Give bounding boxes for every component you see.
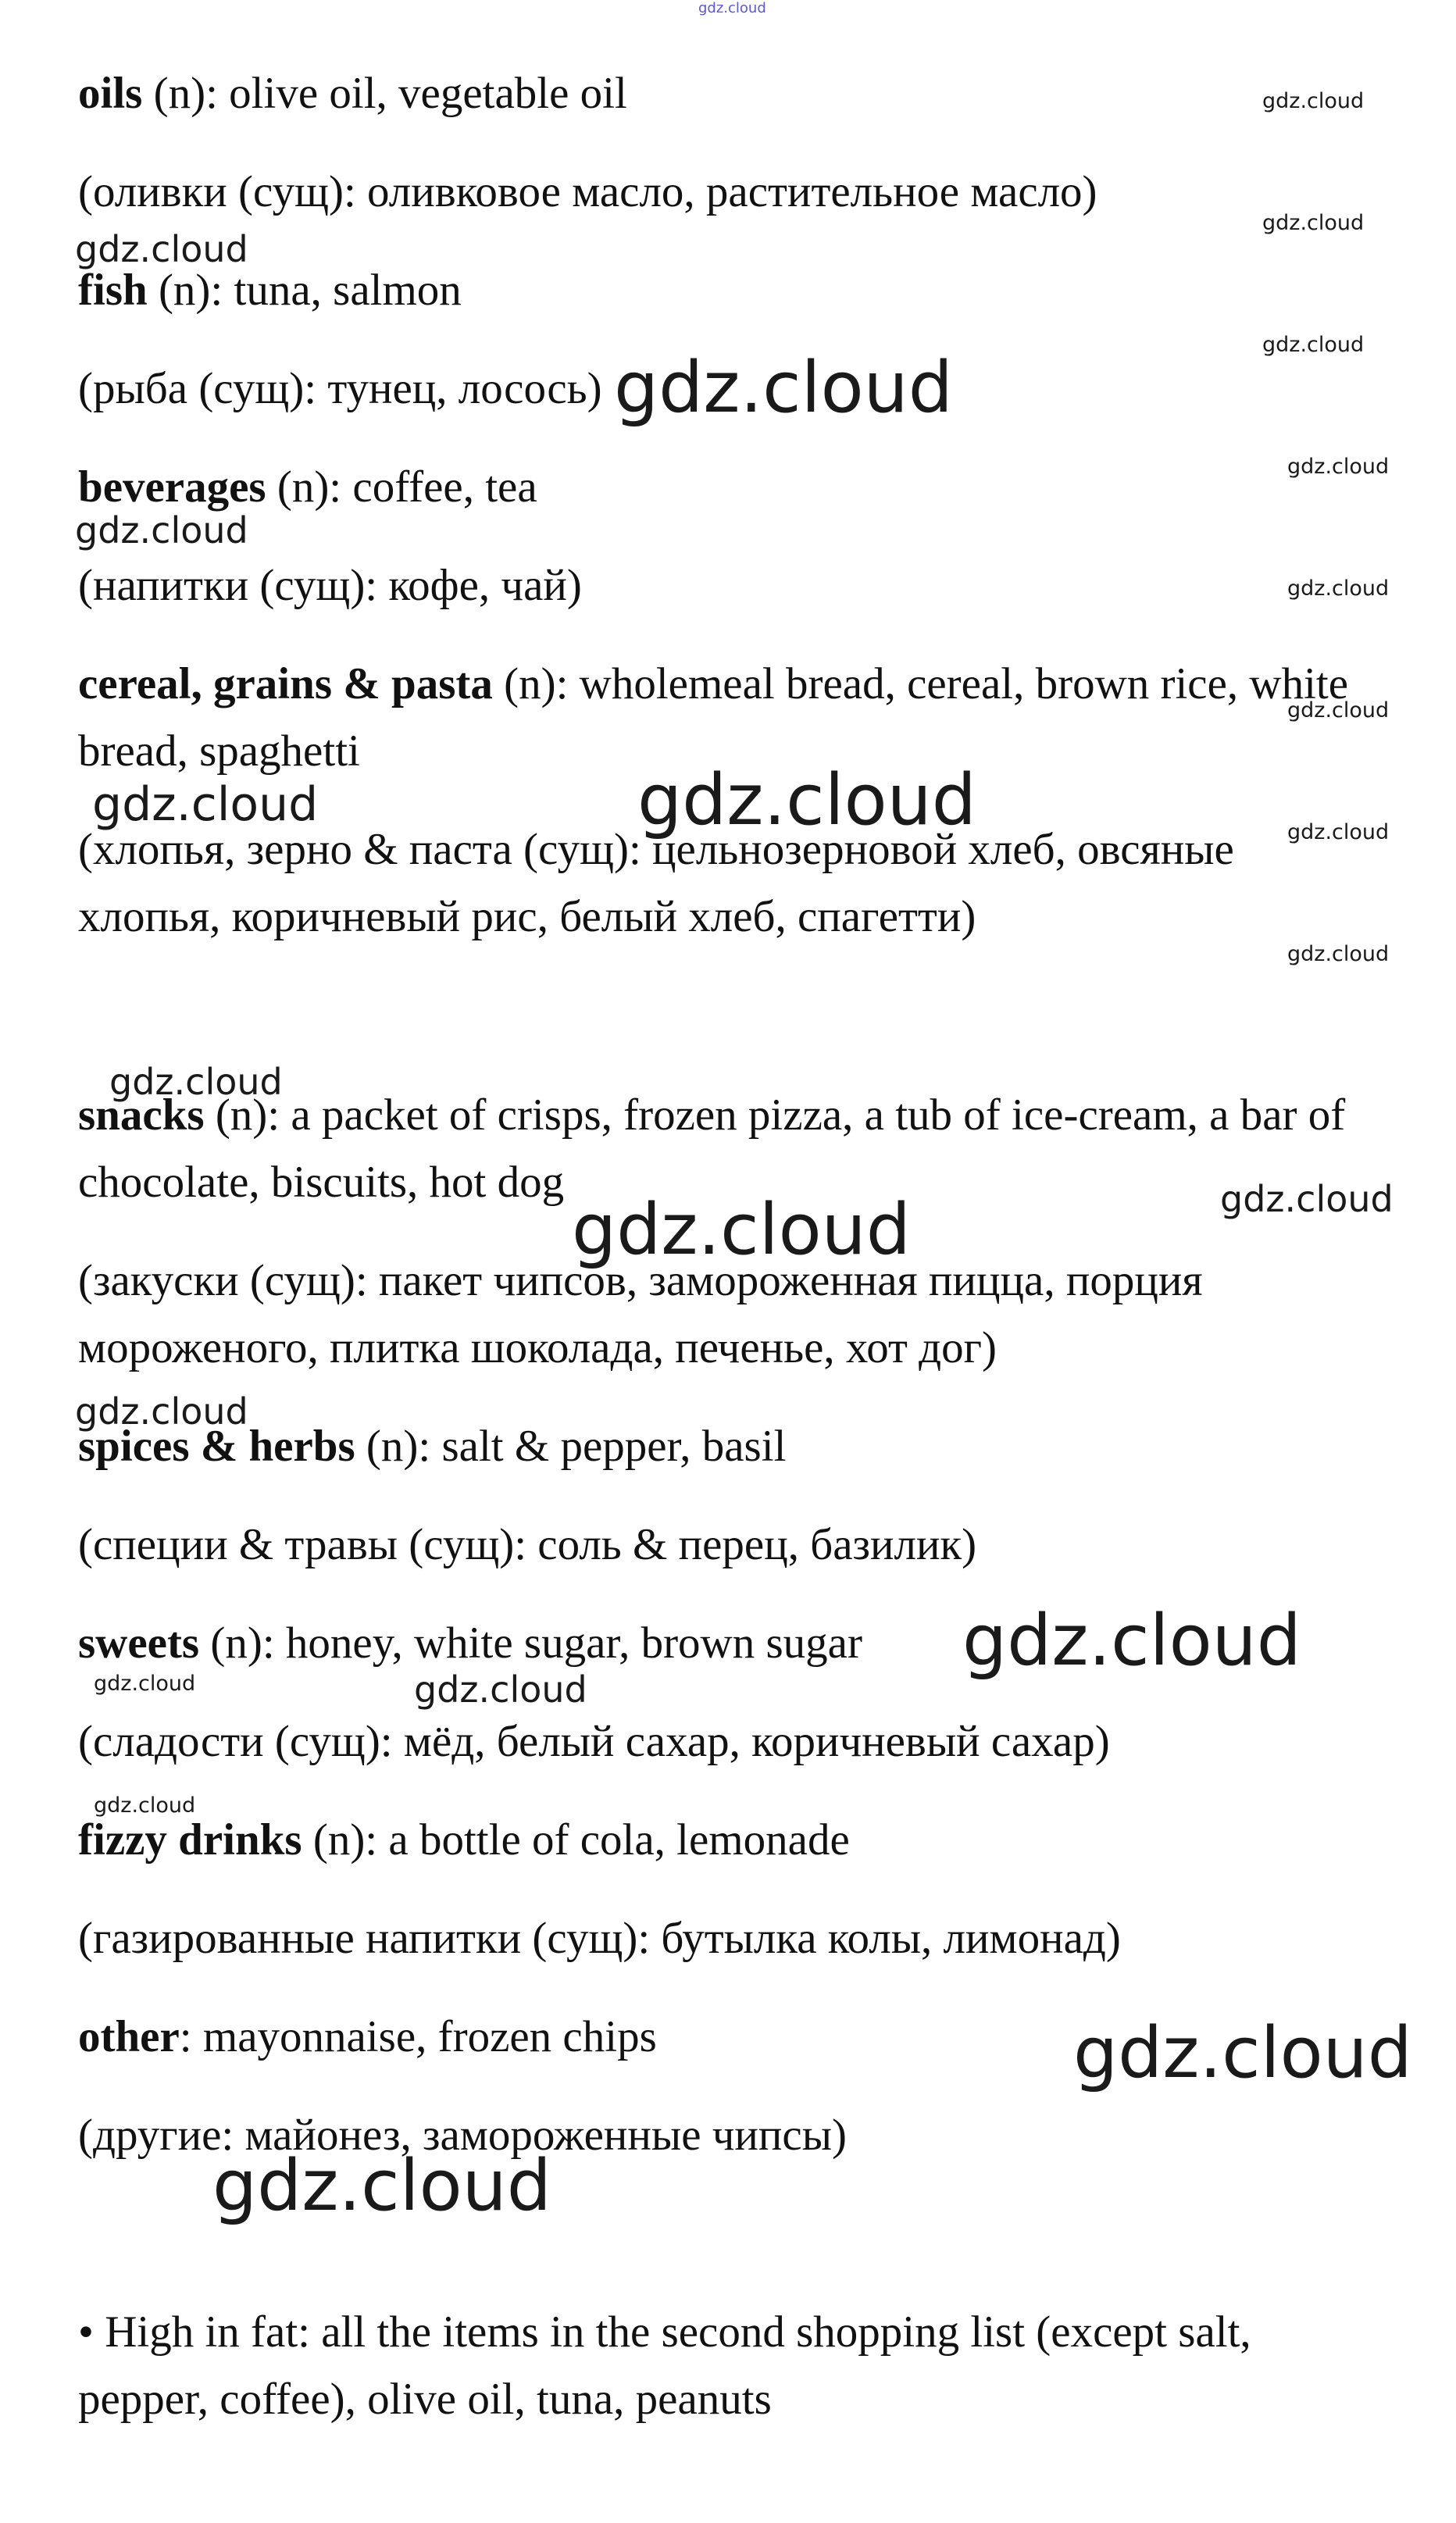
entry-definition: (n): a bottle of cola, lemonade [302,1815,850,1865]
entry-term: other [78,2012,180,2061]
watermark: gdz.cloud [637,759,976,841]
entry-term: fizzy drinks [78,1815,302,1865]
entry-translation: (закуски (сущ): пакет чипсов, замороженная пицца, порция [78,1256,1203,1305]
entry-translation: (специи & травы (сущ): соль & перец, базилик) [78,1520,977,1569]
entry-term: fish [78,266,148,315]
entry-translation: (хлопья, зерно & паста (сущ): цельнозерновой хлеб, овсяные [78,825,1234,874]
watermark: gdz.cloud [1262,89,1365,113]
watermark: gdz.cloud [1287,455,1390,479]
watermark: gdz.cloud [414,1668,587,1711]
watermark: gdz.cloud [1262,211,1365,235]
entry-fizzy-drinks [78,1815,850,1865]
watermark: gdz.cloud [1220,1178,1394,1220]
entry-definition: (n): tuna, salmon [147,266,462,315]
entry-translation: (рыба (сущ): тунец, лосось) [78,364,602,413]
note-line: pepper, coffee), olive oil, tuna, peanuts [78,2375,772,2424]
entry-translation: (газированные напитки (сущ): бутылка колы, лимонад) [78,1914,1121,1963]
watermark: gdz.cloud [1287,942,1390,966]
watermark: gdz.cloud [1287,576,1390,601]
entry-definition: (n): wholemeal bread, cereal, brown rice, white [492,659,1349,708]
entry-term: snacks [78,1090,205,1140]
entry-definition: (n): honey, white sugar, brown sugar [199,1618,862,1668]
entry-oils [78,69,627,119]
entry-term: cereal, grains & pasta [78,659,493,708]
watermark: gdz.cloud [572,1189,911,1271]
entry-definition: (n): olive oil, vegetable oil [142,69,627,118]
entry-definition-cont: chocolate, biscuits, hot dog [78,1158,565,1207]
watermark: gdz.cloud [962,1600,1301,1682]
entry-term: spices & herbs [78,1422,355,1471]
entry-translation: (другие: майонез, замороженные чипсы) [78,2111,848,2160]
entry-term: beverages [78,462,266,512]
watermark: gdz.cloud [212,2145,551,2227]
watermark: gdz.cloud [94,1793,196,1818]
entry-definition-cont: bread, spaghetti [78,726,360,776]
entry-translation: (сладости (сущ): мёд, белый сахар, коричневый сахар) [78,1717,1110,1766]
entry-definition: (n): a packet of crisps, frozen pizza, a tub of ice-cream, a bar of [204,1090,1346,1140]
entry-term: oils [78,69,143,118]
entry-translation: (напитки (сущ): кофе, чай) [78,561,582,610]
watermark: gdz.cloud [94,1672,196,1696]
watermark: gdz.cloud [1073,2012,1412,2094]
watermark: gdz.cloud [698,0,766,16]
watermark: gdz.cloud [109,1061,283,1103]
entry-definition: (n): salt & pepper, basil [355,1422,787,1471]
entry-other [78,2012,657,2062]
entry-sweets [78,1618,862,1668]
watermark: gdz.cloud [75,1390,248,1433]
entry-beverages [78,462,537,512]
entry-definition: (n): coffee, tea [266,462,537,512]
watermark: gdz.cloud [75,509,248,551]
entry-translation: (оливки (сущ): оливковое масло, растительное масло) [78,167,1097,216]
entry-translation-cont: хлопья, коричневый рис, белый хлеб, спагетти) [78,892,976,941]
entry-cereal [78,659,1348,709]
watermark: gdz.cloud [1262,333,1365,357]
entry-fish [78,266,462,316]
watermark: gdz.cloud [75,228,248,270]
watermark: gdz.cloud [614,347,953,429]
watermark: gdz.cloud [1287,698,1390,723]
entry-translation-cont: мороженого, плитка шоколада, печенье, хот дог) [78,1323,997,1372]
note-line: • High in fat: all the items in the second shopping list (except salt, [78,2307,1251,2357]
watermark: gdz.cloud [92,777,319,832]
watermark: gdz.cloud [1287,820,1390,844]
entry-term: sweets [78,1618,200,1668]
entry-definition: : mayonnaise, frozen chips [179,2012,657,2061]
